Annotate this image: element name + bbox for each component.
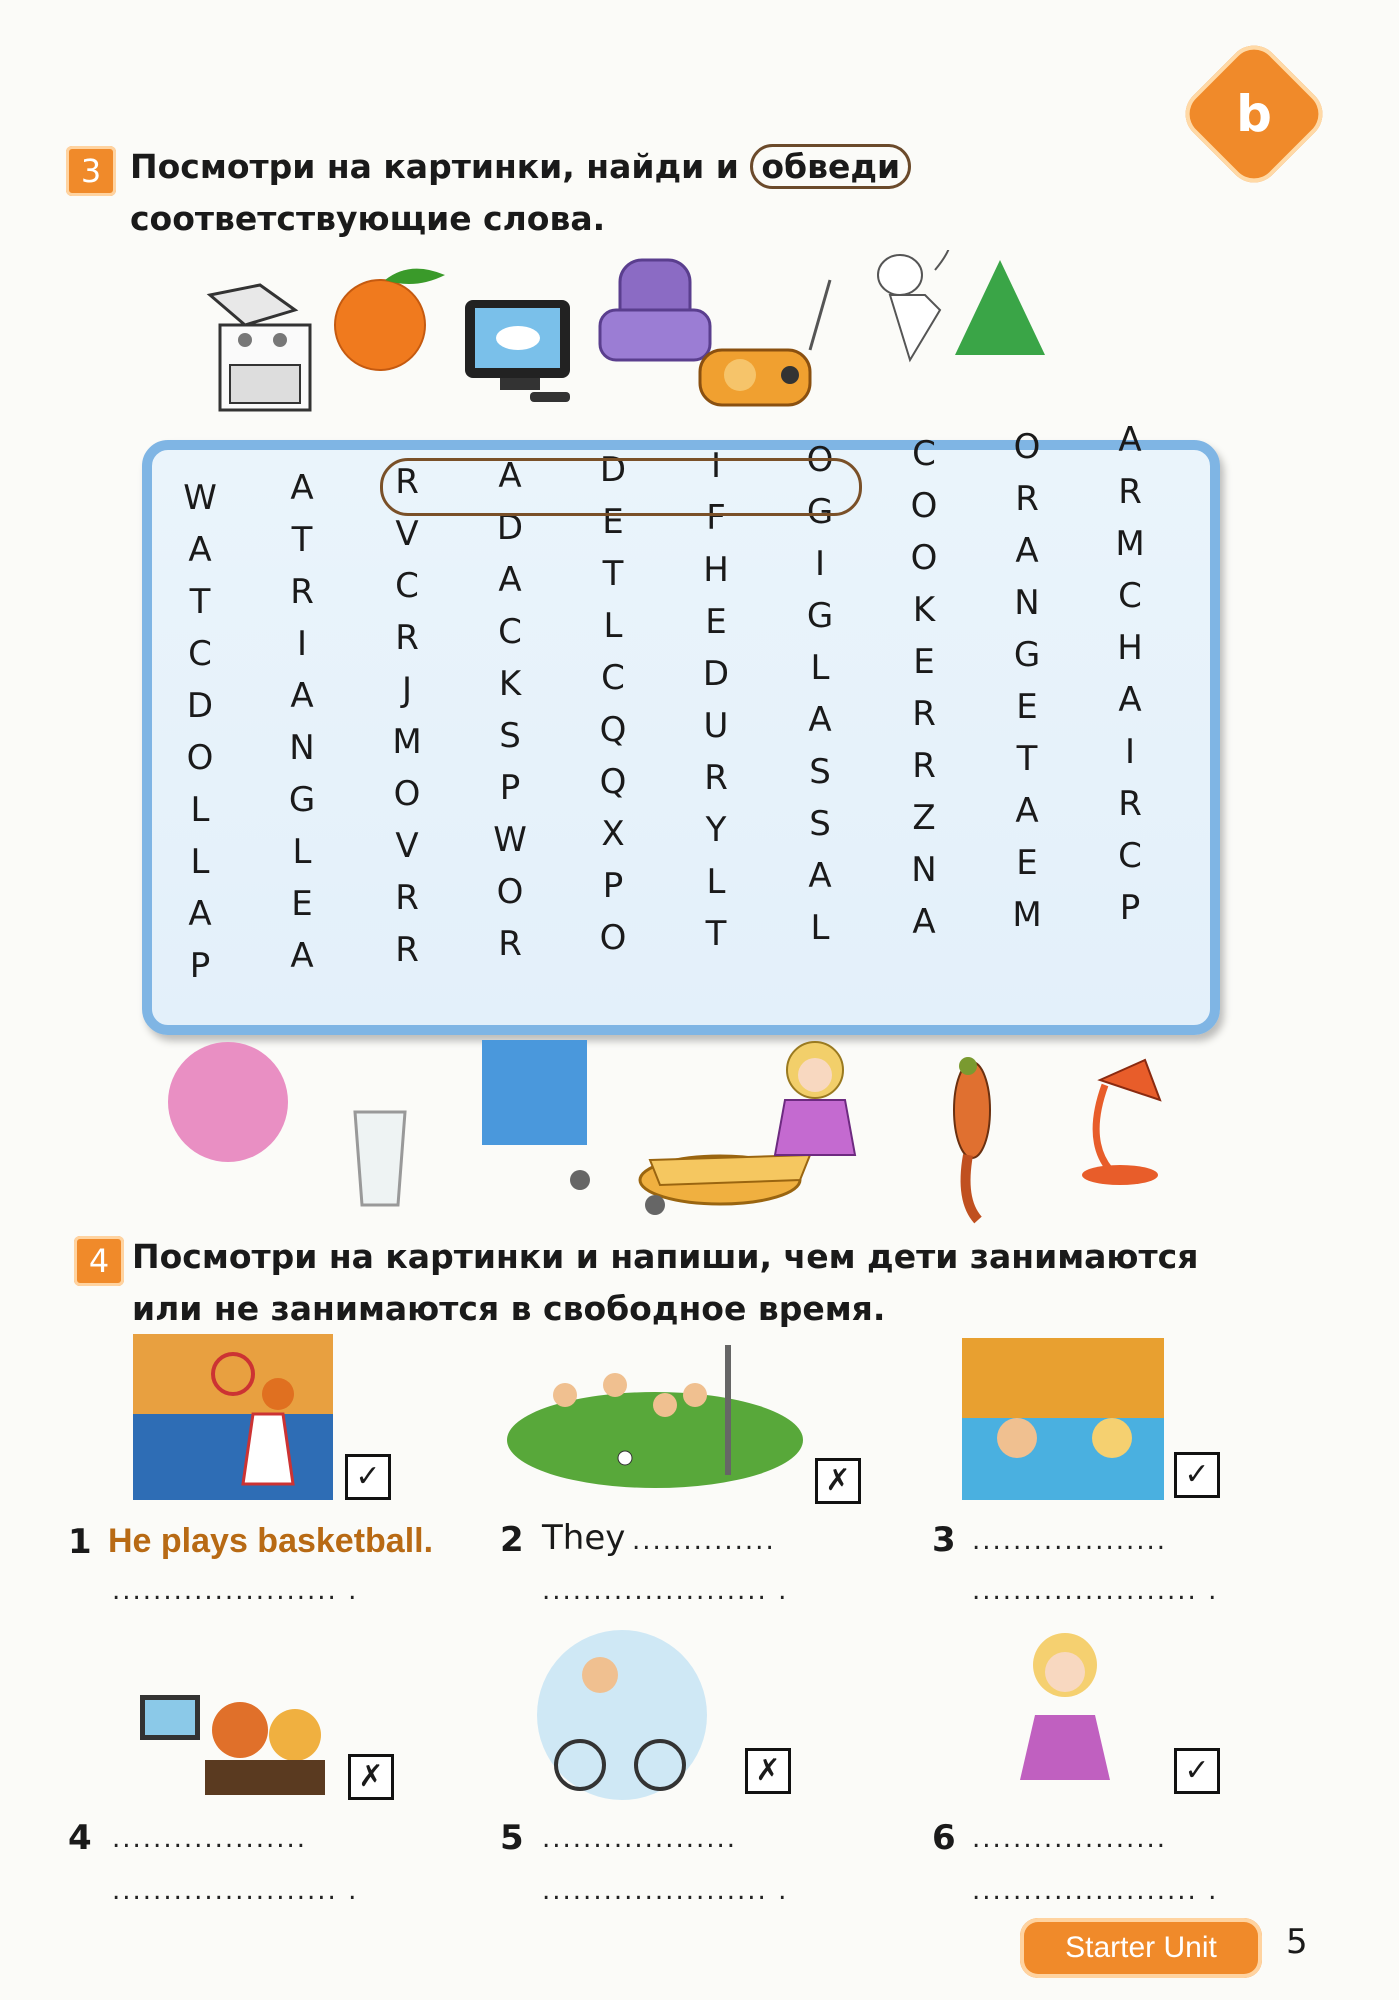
check-mark-4: ✗ [348,1754,394,1800]
grid-letter[interactable]: W [183,478,217,518]
top-pictures [200,250,1120,420]
football-picture [505,1340,805,1490]
grid-letter[interactable]: A [188,530,212,570]
exercise-3-instruction-line2: соответствующие слова. [130,199,606,238]
item-6-number: 6 [932,1818,956,1858]
grid-letter[interactable]: R [395,618,419,658]
grid-letter[interactable]: V [395,826,419,866]
grid-letter[interactable]: T [602,554,624,594]
grid-letter[interactable]: E [705,602,727,642]
grid-letter[interactable]: H [1117,628,1143,668]
instruction-text: Посмотри на картинки, найди и [130,147,751,186]
doll-picture [775,1042,855,1155]
grid-letter[interactable]: O [806,440,834,480]
grid-letter[interactable]: R [1118,472,1142,512]
cooker-picture [210,285,310,410]
grid-letter[interactable]: G [288,780,316,820]
grid-letter[interactable]: O [599,918,627,958]
grid-letter[interactable]: C [395,566,419,606]
grid-letter[interactable]: P [602,866,624,906]
item-2-answer: They [542,1518,626,1558]
grid-letter[interactable]: Q [599,710,627,750]
grid-letter[interactable]: E [913,642,935,682]
grid-letter[interactable]: O [496,872,524,912]
grid-letter[interactable]: R [704,758,728,798]
parrot-picture [954,1057,990,1220]
grid-letter[interactable]: A [912,902,936,942]
grid-letter[interactable]: R [912,694,936,734]
item-5-dots-line2[interactable]: ...................... . [542,1876,789,1906]
skipping-picture [1000,1620,1130,1805]
item-6-dots-line1[interactable]: ................... [972,1824,1168,1854]
grid-letter[interactable]: R [1118,784,1142,824]
grid-letter[interactable]: L [810,648,830,688]
grid-letter[interactable]: S [499,716,521,756]
grid-letter[interactable]: R [395,930,419,970]
grid-letter[interactable]: G [1013,635,1041,675]
grid-letter[interactable]: C [1118,836,1142,876]
grid-letter[interactable]: R [1015,479,1039,519]
grid-letter[interactable]: Q [599,762,627,802]
grid-letter[interactable]: I [814,544,826,584]
item-6-dots-line2[interactable]: ...................... . [972,1876,1219,1906]
page-number: 5 [1286,1922,1308,1962]
grid-letter[interactable]: O [186,738,214,778]
grid-letter[interactable]: A [1118,420,1142,460]
grid-letter[interactable]: M [1115,524,1145,564]
glass-picture [355,1112,405,1205]
grid-letter[interactable]: R [912,746,936,786]
grid-letter[interactable]: U [703,706,729,746]
grid-letter[interactable]: A [290,676,314,716]
grid-letter[interactable]: A [1118,680,1142,720]
grid-letter[interactable]: G [806,596,834,636]
grid-letter[interactable]: L [706,862,726,902]
grid-letter[interactable]: L [292,832,312,872]
grid-letter[interactable]: E [602,502,624,542]
grid-letter[interactable]: V [395,514,419,554]
item-5-number: 5 [500,1818,524,1858]
item-1-number: 1 [68,1522,92,1562]
grid-letter[interactable]: L [810,908,830,948]
check-mark-2: ✗ [815,1458,861,1504]
circle-picture [168,1042,288,1162]
item-4-dots-line2[interactable]: ...................... . [112,1876,359,1906]
armchair-picture [600,260,710,360]
radio-picture [700,280,830,405]
grid-letter[interactable]: A [808,856,832,896]
grid-letter[interactable]: D [702,654,730,694]
grid-letter[interactable]: R [395,462,419,502]
item-3-dots-line2[interactable]: ...................... . [972,1576,1219,1606]
triangle-picture [955,260,1045,355]
swimming-picture [962,1338,1164,1500]
grid-letter[interactable]: A [498,560,522,600]
grid-letter[interactable]: P [499,768,521,808]
grid-letter[interactable]: N [289,728,315,768]
bottom-pictures [160,1030,1240,1225]
grid-letter[interactable]: D [496,508,524,548]
grid-letter[interactable]: E [1016,687,1038,727]
grid-letter[interactable]: T [1016,739,1038,779]
item-5-dots-line1[interactable]: ................... [542,1824,738,1854]
grid-letter[interactable]: O [910,486,938,526]
item-4-dots-line1[interactable]: ................... [112,1824,308,1854]
grid-letter[interactable]: L [603,606,623,646]
grid-letter[interactable]: N [1014,583,1040,623]
grid-letter[interactable]: Y [705,810,727,850]
grid-letter[interactable]: O [1013,427,1041,467]
exercise-3-instruction-line1 [130,142,911,192]
grid-letter[interactable]: P [1119,888,1141,928]
grid-letter[interactable]: K [498,664,522,704]
grid-letter[interactable]: C [498,612,522,652]
grid-letter[interactable]: C [601,658,625,698]
exercise-4-number: 4 [74,1236,124,1286]
grid-letter[interactable]: R [498,924,522,964]
check-mark-1: ✓ [345,1454,391,1500]
square-picture [482,1040,587,1145]
grid-letter[interactable]: Z [912,798,936,838]
grid-letter[interactable]: A [188,894,212,934]
cycling-picture [535,1625,710,1805]
grid-letter[interactable]: E [291,884,313,924]
grid-letter[interactable]: A [808,700,832,740]
grid-letter[interactable]: C [912,434,936,474]
grid-letter[interactable]: O [910,538,938,578]
item-2-dots-line1[interactable]: .............. [632,1526,776,1556]
grid-letter[interactable]: K [912,590,936,630]
grid-letter[interactable]: I [710,446,722,486]
orange-picture [335,269,445,370]
item-3-dots-line1[interactable]: ................... [972,1526,1168,1556]
circled-word: обведи [750,144,911,189]
grid-letter[interactable]: E [1016,843,1038,883]
grid-letter[interactable]: W [493,820,527,860]
grid-letter[interactable]: N [911,850,937,890]
item-2-dots-line2[interactable]: ...................... . [542,1576,789,1606]
lamp-picture [1082,1060,1160,1185]
tv-picture [465,300,570,402]
unit-tab: Starter Unit [1020,1918,1262,1978]
grid-letter[interactable]: A [1015,791,1039,831]
grid-letter[interactable]: C [188,634,212,674]
grid-letter[interactable]: A [1015,531,1039,571]
grid-letter[interactable]: T [189,582,211,622]
grid-letter[interactable]: S [809,752,831,792]
grid-letter[interactable]: X [601,814,625,854]
grid-letter[interactable]: J [401,670,413,710]
grid-letter[interactable]: T [705,914,727,954]
grid-letter[interactable]: A [290,936,314,976]
grid-letter[interactable]: A [290,468,314,508]
basketball-picture [133,1334,333,1500]
check-mark-5: ✗ [745,1748,791,1794]
item-1-dots-line2: ...................... . [112,1576,359,1606]
grid-letter[interactable]: P [189,946,211,986]
item-2-number: 2 [500,1520,524,1560]
exercise-4-instruction-line2: или не занимаются в свободное время. [132,1289,886,1328]
grid-letter[interactable]: C [1118,576,1142,616]
grid-letter[interactable]: D [186,686,214,726]
watching-tv-picture [135,1675,325,1795]
grid-letter[interactable]: D [599,450,627,490]
grid-letter[interactable]: I [1124,732,1136,772]
cat-picture [878,250,951,360]
grid-letter[interactable]: H [703,550,729,590]
grid-letter[interactable]: T [291,520,313,560]
grid-letter[interactable]: O [393,774,421,814]
grid-letter[interactable]: R [395,878,419,918]
grid-letter[interactable]: I [296,624,308,664]
item-1-answer: He plays basketball. [108,1522,434,1560]
grid-letter[interactable]: A [498,456,522,496]
grid-letter[interactable]: G [806,492,834,532]
corner-badge-letter: b [1236,85,1272,143]
exercise-3-number: 3 [66,146,116,196]
radio-circle-mark [380,458,862,516]
exercise-4-instruction-line1: Посмотри на картинки и напиши, чем дети занимаются [132,1237,1199,1276]
plane-picture [570,1155,810,1215]
grid-letter[interactable]: F [706,498,726,538]
check-mark-6: ✓ [1174,1748,1220,1794]
grid-letter[interactable]: M [1012,895,1042,935]
item-3-number: 3 [932,1520,956,1560]
grid-letter[interactable]: L [190,790,210,830]
grid-letter[interactable]: L [190,842,210,882]
item-4-number: 4 [68,1818,92,1858]
grid-letter[interactable]: R [290,572,314,612]
grid-letter[interactable]: M [392,722,422,762]
grid-letter[interactable]: S [809,804,831,844]
check-mark-3: ✓ [1174,1452,1220,1498]
